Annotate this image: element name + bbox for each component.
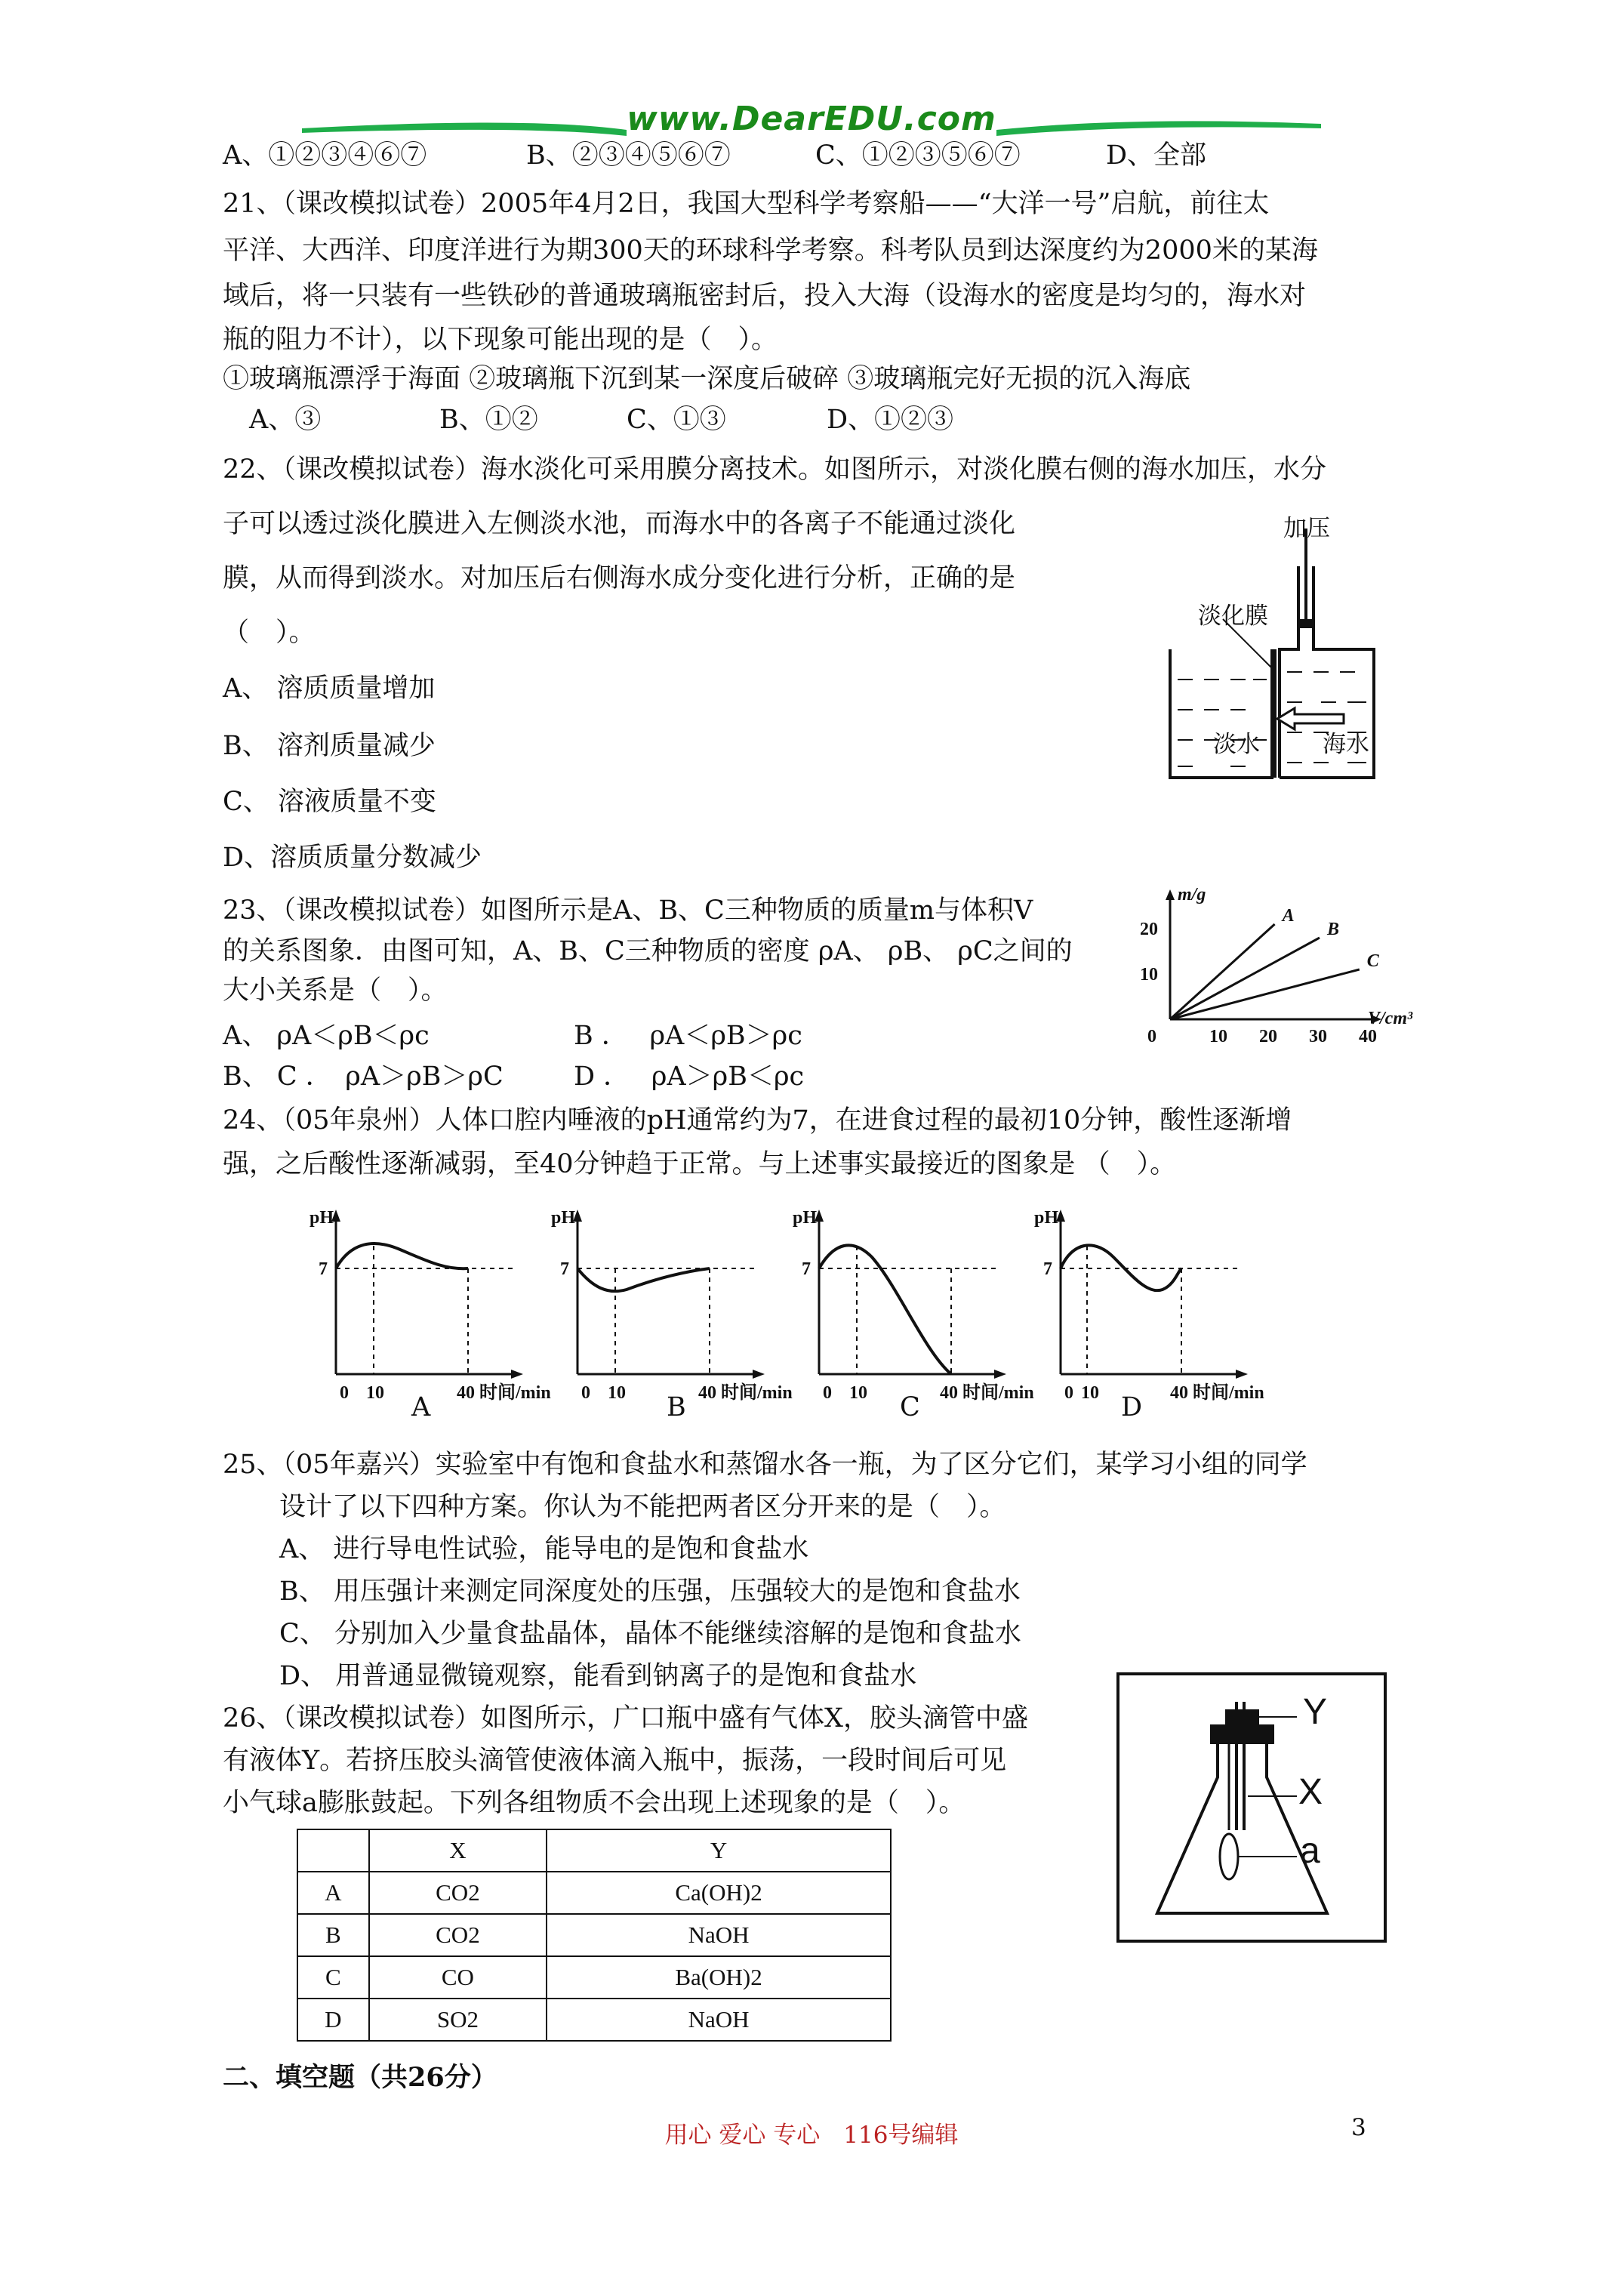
svg-text:0: 0 <box>340 1383 349 1403</box>
q22-option-d: D、溶质质量分数减少 <box>223 843 482 873</box>
svg-text:40 时间/min: 40 时间/min <box>698 1383 793 1403</box>
svg-text:7: 7 <box>560 1259 569 1279</box>
series-label-c: C <box>1366 951 1379 971</box>
section-2-heading: 二、填空题（共26分） <box>223 2062 497 2093</box>
table-cell: C <box>297 1956 369 1999</box>
ph-graphs <box>310 1200 1264 1427</box>
q20-option-b: B、②③④⑤⑥⑦ <box>526 140 731 171</box>
q22-option-b: B、 溶剂质量减少 <box>223 731 436 761</box>
q22-line1: 22、（课改模拟试卷）海水淡化可采用膜分离技术。如图所示，对淡化膜右侧的海水加压，水分 <box>223 455 1327 485</box>
q23-line2: 的关系图象．由图可知，A、B、C三种物质的密度 ρA、 ρB、 ρC之间的 <box>223 936 1073 966</box>
svg-text:0: 0 <box>823 1383 832 1403</box>
x-tick-label: 20 <box>1259 1027 1277 1046</box>
table-header-cell <box>297 1829 369 1872</box>
table-row <box>297 1999 891 2041</box>
q23-option-b: B ． ρA＜ρB＞ρc <box>574 1021 802 1051</box>
ph-graph-a <box>310 1208 551 1403</box>
fig-membrane-label: 淡化膜 <box>1198 603 1268 630</box>
q25-option-b: B、 用压强计来测定同深度处的压强，压强较大的是饱和食盐水 <box>279 1576 1021 1607</box>
q21-line3: 域后，将一只装有一些铁砂的普通玻璃瓶密封后，投入大海（设海水的密度是均匀的，海水对 <box>223 281 1307 311</box>
svg-text:10: 10 <box>849 1383 867 1403</box>
table-cell: B <box>297 1914 369 1956</box>
graph-label-d: D <box>1121 1392 1143 1422</box>
svg-text:40 时间/min: 40 时间/min <box>457 1383 551 1403</box>
reagent-table <box>297 1829 892 2042</box>
svg-text:pH: pH <box>793 1208 818 1228</box>
graph-label-a: A <box>411 1392 431 1422</box>
graph-label-c: C <box>900 1392 920 1422</box>
table-cell: NaOH <box>547 1914 891 1956</box>
ph-graph-d <box>1034 1208 1264 1403</box>
q21-line5: ①玻璃瓶漂浮于海面 ②玻璃瓶下沉到某一深度后破碎 ③玻璃瓶完好无损的沉入海底 <box>223 364 1191 394</box>
x-tick-label: 0 <box>1147 1027 1156 1046</box>
svg-text:10: 10 <box>608 1383 626 1403</box>
series-label-b: B <box>1327 920 1340 939</box>
q25-line1: 25、（05年嘉兴）实验室中有饱和食盐水和蒸馏水各一瓶，为了区分它们，某学习小组的同学 <box>223 1450 1307 1480</box>
fig-fresh-water-label: 淡水 <box>1213 731 1260 758</box>
svg-text:pH: pH <box>310 1208 334 1228</box>
q22-line3: 膜，从而得到淡水。对加压后右侧海水成分变化进行分析，正确的是 <box>223 563 1016 593</box>
table-cell: NaOH <box>547 1999 891 2041</box>
q22-line2: 子可以透过淡化膜进入左侧淡水池，而海水中的各离子不能通过淡化 <box>223 509 1016 539</box>
ph-graph-c <box>793 1208 1034 1403</box>
flask-figure <box>1116 1672 1387 1943</box>
q20-option-a: A、①②③④⑥⑦ <box>223 140 427 171</box>
q26-line3: 小气球a膨胀鼓起。下列各组物质不会出现上述现象的是（ ）。 <box>223 1788 965 1818</box>
graph-label-b: B <box>667 1392 686 1422</box>
ph-graph-b <box>551 1208 793 1403</box>
fig-a-label: a <box>1300 1831 1320 1871</box>
table-cell: CO2 <box>369 1872 547 1914</box>
table-cell: CO <box>369 1956 547 1999</box>
q23-option-c: B、 C ． ρA＞ρB＞ρC <box>223 1062 504 1092</box>
q21-line1: 21、（课改模拟试卷）2005年4月2日，我国大型科学考察船——“大洋一号”启航，前往太 <box>223 189 1270 219</box>
table-cell: SO2 <box>369 1999 547 2041</box>
table-header-cell: X <box>369 1829 547 1872</box>
table-row <box>297 1872 891 1914</box>
svg-text:10: 10 <box>366 1383 384 1403</box>
x-tick-label: 10 <box>1209 1027 1227 1046</box>
q21-line4: 瓶的阻力不计），以下现象可能出现的是（ ）。 <box>223 325 778 355</box>
fig-sea-water-label: 海水 <box>1323 731 1369 758</box>
svg-text:10: 10 <box>1081 1383 1099 1403</box>
page-number: 3 <box>1351 2114 1366 2141</box>
fig-y-label: Y <box>1303 1692 1328 1732</box>
page-footer: 用心 爱心 专心 116号编辑 <box>664 2122 959 2149</box>
svg-text:0: 0 <box>1064 1383 1073 1403</box>
svg-text:0: 0 <box>581 1383 590 1403</box>
svg-text:pH: pH <box>551 1208 576 1228</box>
svg-text:7: 7 <box>1043 1259 1052 1279</box>
y-axis-arrow <box>1166 889 1175 900</box>
q25-option-d: D、 用普通显微镜观察，能看到钠离子的是饱和食盐水 <box>279 1661 917 1691</box>
q26-line1: 26、（课改模拟试卷）如图所示，广口瓶中盛有气体X，胶头滴管中盛 <box>223 1703 1028 1734</box>
q22-option-a: A、 溶质质量增加 <box>223 673 436 704</box>
table-row <box>297 1914 891 1956</box>
q23-line3: 大小关系是（ ）。 <box>223 975 448 1006</box>
y-tick-label: 20 <box>1140 920 1158 939</box>
table-cell: Ba(OH)2 <box>547 1956 891 1999</box>
fig-x-label: X <box>1298 1772 1323 1812</box>
svg-text:7: 7 <box>802 1259 811 1279</box>
q25-option-c: C、 分别加入少量食盐晶体，晶体不能继续溶解的是饱和食盐水 <box>279 1619 1021 1649</box>
q24-line1: 24、（05年泉州）人体口腔内唾液的pH通常约为7，在进食过程的最初10分钟，酸性逐渐增 <box>223 1105 1292 1136</box>
svg-text:pH: pH <box>1034 1208 1059 1228</box>
q23-option-a: A、 ρA＜ρB＜ρc <box>223 1021 430 1051</box>
q22-option-c: C、 溶液质量不变 <box>223 787 436 817</box>
series-label-a: A <box>1282 906 1295 926</box>
svg-text:40 时间/min: 40 时间/min <box>1170 1383 1264 1403</box>
table-cell: CO2 <box>369 1914 547 1956</box>
q23-line1: 23、（课改模拟试卷）如图所示是A、B、C三种物质的质量m与体积V <box>223 895 1033 926</box>
q23-option-d: D ． ρA＞ρB＜ρc <box>574 1062 805 1092</box>
table-cell: A <box>297 1872 369 1914</box>
fig-pressure-label: 加压 <box>1283 515 1330 542</box>
q20-option-c: C、①②③⑤⑥⑦ <box>815 140 1021 171</box>
q21-option-a: A、③ <box>249 405 322 435</box>
table-header-row <box>297 1829 891 1872</box>
table-row <box>297 1956 891 1999</box>
svg-text:7: 7 <box>319 1259 328 1279</box>
q21-option-d: D、①②③ <box>827 405 954 435</box>
table-header-cell: Y <box>547 1829 891 1872</box>
y-axis-label: m/g <box>1178 885 1206 905</box>
q20-option-d: D、全部 <box>1106 140 1207 171</box>
table-cell: Ca(OH)2 <box>547 1872 891 1914</box>
q24-line2: 强，之后酸性逐渐减弱，至40分钟趋于正常。与上述事实最接近的图象是 （ ）。 <box>223 1149 1177 1179</box>
x-tick-label: 40 <box>1359 1027 1377 1046</box>
q21-option-b: B、①② <box>439 405 538 435</box>
q21-option-c: C、①③ <box>627 405 726 435</box>
svg-text:40 时间/min: 40 时间/min <box>940 1383 1034 1403</box>
mass-volume-chart <box>1125 883 1412 1049</box>
q21-line2: 平洋、大西洋、印度洋进行为期300天的环球科学考察。科考队员到达深度约为2000米的某海 <box>223 236 1318 266</box>
site-logo-text: www.DearEDU.com <box>627 100 996 138</box>
q25-line2: 设计了以下四种方案。你认为不能把两者区分开来的是（ ）。 <box>279 1492 1006 1522</box>
x-axis-label: V/cm³ <box>1368 1009 1413 1028</box>
q25-option-a: A、 进行导电性试验，能导电的是饱和食盐水 <box>279 1534 809 1564</box>
x-tick-label: 30 <box>1309 1027 1327 1046</box>
q26-line2: 有液体Y。若挤压胶头滴管使液体滴入瓶中，振荡，一段时间后可见 <box>223 1746 1007 1776</box>
y-tick-label: 10 <box>1140 965 1158 985</box>
table-cell: D <box>297 1999 369 2041</box>
q22-line4: （ ）。 <box>223 618 316 648</box>
